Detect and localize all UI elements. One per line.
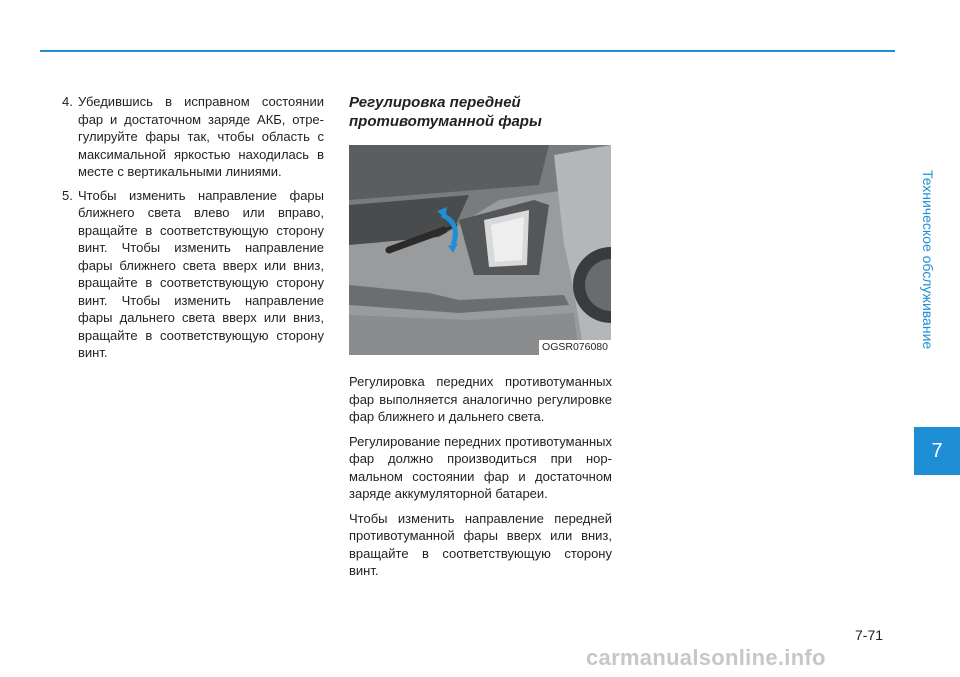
step-number: 5. xyxy=(62,187,73,203)
step-item xyxy=(62,187,324,362)
chapter-number: 7 xyxy=(931,439,943,462)
watermark: carmanualsonline.info xyxy=(586,645,826,670)
right-column xyxy=(349,93,612,587)
header-rule xyxy=(40,50,895,52)
chapter-title: Техническое обслуживание xyxy=(920,170,936,350)
step-number: 4. xyxy=(62,94,73,109)
section-title: Регулировка передней противотуманной фары xyxy=(349,94,542,130)
chapter-tab[interactable] xyxy=(914,427,960,475)
figure-code: OGSR076080 xyxy=(539,340,611,355)
paragraph: Чтобы изменить направление передней противотуманной фары вверх или вниз, вращайте в соответствующую сторону винт. xyxy=(349,510,612,578)
step-item xyxy=(62,93,324,181)
paragraph: Регулирование передних противотуманных фар должно производиться при нормальном состоянии фар и достаточном заряде аккумуляторной батареи. xyxy=(349,433,612,501)
fog-lamp-illustration xyxy=(349,145,611,355)
paragraph: Регулировка передних противотуманных фар выполняется аналогично регулировке фар ближнего и дальнего света. xyxy=(349,374,612,424)
left-column xyxy=(62,93,324,368)
page-number: 7-71 xyxy=(855,627,884,643)
step-text: Убедившись в исправном состоянии фар и достаточном заряде АКБ, отрегулируйте фары так, чтобы область с максимальной яркостью находилась в месте с вертикальными линиями. xyxy=(78,94,324,179)
section-body xyxy=(349,373,612,580)
bumper-drawing xyxy=(349,145,611,355)
step-text: Чтобы изменить направление фары ближнего света влево или вправо, вращайте в соответствующую сторону винт. Чтобы изменить направление фары ближнего света вверх или вниз, вращайте в соответствующую сторону винт. Чтобы изменить направление фары дальнего света вверх или вниз, вращайте в соответствующую сторону винт. xyxy=(78,187,324,360)
